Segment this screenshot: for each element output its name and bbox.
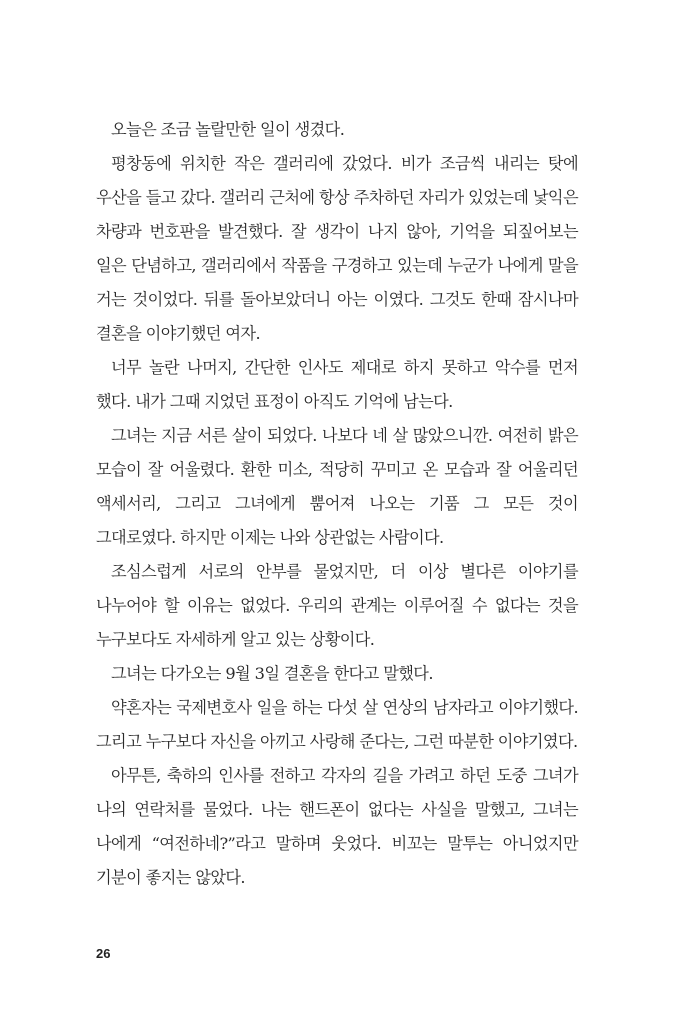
- paragraph: 그녀는 다가오는 9월 3일 결혼을 한다고 말했다.: [111, 664, 433, 683]
- paragraph: 조심스럽게 서로의 안부를 물었지만, 더 이상 별다른 이야기를 나누어야 할 이유는 없었다. 우리의 관계는 이루어질 수 없다는 것을 누구보다도 자세하게 알고 있는 상황이다.: [96, 562, 578, 649]
- paragraph: 너무 놀란 나머지, 간단한 인사도 제대로 하지 못하고 악수를 먼저 했다. 내가 그때 지었던 표정이 아직도 기억에 남는다.: [96, 358, 578, 411]
- paragraph: 평창동에 위치한 작은 갤러리에 갔었다. 비가 조금씩 내리는 탓에 우산을 들고 갔다. 갤러리 근처에 항상 주차하던 자리가 있었는데 낯익은 차량과 번호판을 발견했다. 잘 생각이 나지 않아, 기억을 되짚어보는 일은 단념하고, 갤러리에서 작품을 구경하고 있는데 누군가 나에게 말을 거는 것이었다. 뒤를 돌아보았더니 아는 이였다. 그것도 한때 잠시나마 결혼을 이야기했던 여자.: [96, 154, 578, 343]
- paragraph: 약혼자는 국제변호사 일을 하는 다섯 살 연상의 남자라고 이야기했다. 그리고 누구보다 자신을 아끼고 사랑해 준다는, 그런 따분한 이야기였다.: [96, 698, 578, 751]
- paragraph: 아무튼, 축하의 인사를 전하고 각자의 길을 가려고 하던 도중 그녀가 나의 연락처를 물었다. 나는 핸드폰이 없다는 사실을 말했고, 그녀는 나에게 “여전하네?”라고 말하며 웃었다. 비꼬는 말투는 아니었지만 기분이 좋지는 않았다.: [96, 766, 578, 887]
- page-number: 26: [96, 946, 111, 961]
- paragraph: 그녀는 지금 서른 살이 되었다. 나보다 네 살 많았으니깐. 여전히 밝은 모습이 잘 어울렸다. 환한 미소, 적당히 꾸미고 온 모습과 잘 어울리던 액세서리, 그리고 그녀에게 뿜어져 나오는 기품 그 모든 것이 그대로였다. 하지만 이제는 나와 상관없는 사람이다.: [96, 426, 578, 547]
- page-body: [96, 113, 578, 895]
- paragraph: 오늘은 조금 놀랄만한 일이 생겼다.: [111, 120, 345, 139]
